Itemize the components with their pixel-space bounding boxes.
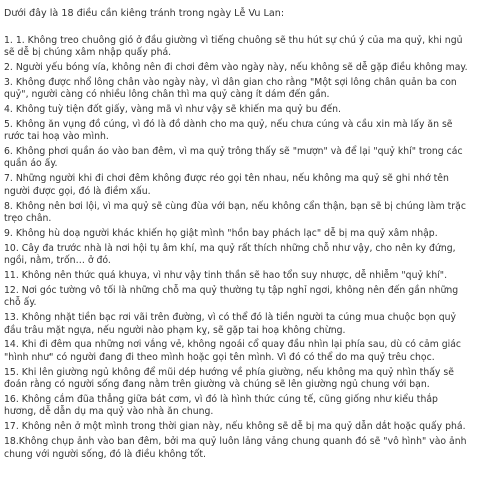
taboo-list xyxy=(4,35,470,462)
list-item: 12. Nơi góc tường vô tối là những chỗ ma quỷ thường tụ tập nghỉ ngơi, không nên đến gần những chỗ ấy. xyxy=(4,284,459,309)
list-item: 3. Không được nhổ lông chân vào ngày này, vì dân gian cho rằng "Một sợi lông chân quản ba con quỷ", người càng có nhiều lông chân thì ma quỷ càng ít dám đến gần. xyxy=(4,76,457,101)
list-item: 8. Không nên bơi lội, vì ma quỷ sẽ cùng đùa với bạn, nếu không cẩn thận, bạn sẽ bị chúng làm trặc trẹo chân. xyxy=(4,200,466,225)
list-item: 6. Không phơi quần áo vào ban đêm, vì ma quỷ trông thấy sẽ "mượn" và để lại "quỷ khí" trong các quần áo ấy. xyxy=(4,145,463,170)
list-item: 14. Khi đi đêm qua những nơi vắng vẻ, không ngoái cổ quay đầu nhìn lại phía sau, dù có cảm giác "hình như" có người đang đi theo mình hoặc gọi tên mình. Vì đó có thể do ma quỷ trêu chọc. xyxy=(4,339,462,363)
document-heading: Dưới đây là 18 điều cần kiêng tránh trong ngày Lễ Vu Lan: xyxy=(4,8,285,19)
list-item: 16. Không cắm đũa thẳng giữa bát cơm, vì đó là hình thức cúng tế, cũng giống như kiểu thắp hương, dễ dẫn dụ ma quỷ vào nhà ăn chung. xyxy=(4,393,438,418)
list-item: 17. Không nên ở một mình trong thời gian này, nếu không sẽ dễ bị ma quỷ dẫn dắt hoặc quấy phá. xyxy=(4,421,466,433)
list-item: 15. Khi lên giường ngủ không để mũi dép hướng về phía giường, nếu không ma quỷ nhìn thấy sẽ đoán rằng có người sống đang nằm trên giường và chúng sẽ lên giường ngủ chung với bạn. xyxy=(4,366,454,391)
list-item: 1. 1. Không treo chuông gió ở đầu giường vì tiếng chuông sẽ thu hút sự chú ý của ma quỷ, khi ngủ sẽ dễ bị chúng xâm nhập quấy phá. xyxy=(4,34,463,58)
list-item: 4. Không tuỳ tiện đốt giấy, vàng mã vì như vậy sẽ khiến ma quỷ bu đến. xyxy=(4,103,341,115)
list-item: 18.Không chụp ảnh vào ban đêm, bởi ma quỷ luôn lảng vảng chung quanh đó sẽ "vô hình" vào ảnh chung với người sống, đó là điều không tốt. xyxy=(4,436,467,460)
list-item: 5. Không ăn vụng đồ cúng, vì đó là đồ dành cho ma quỷ, nếu chưa cúng và cầu xin mà lấy ăn sẽ rước tai hoạ vào mình. xyxy=(4,118,453,143)
list-item: 9. Không hù doạ người khác khiến họ giật mình "hồn bay phách lạc" dễ bị ma quỷ xâm nhập. xyxy=(4,227,438,239)
list-item: 13. Không nhặt tiền bạc rơi vãi trên đường, vì có thể đó là tiền người ta cúng mua chuộc bọn quỷ đầu trâu mặt ngựa, nếu người nào phạm kỵ, sẽ gặp tai hoạ không chừng. xyxy=(4,312,457,336)
list-item: 10. Cây đa trước nhà là nơi hội tụ âm khí, ma quỷ rất thích những chỗ như vậy, cho nên ky đứng, ngồi, nằm, trốn… ở đó. xyxy=(4,242,456,267)
list-item: 11. Không nên thức quá khuya, vì như vậy tinh thần sẽ hao tổn suy nhược, dễ nhiễm "quỷ khí". xyxy=(4,269,448,281)
list-item: 7. Những người khi đi chơi đêm không được réo gọi tên nhau, nếu không ma quỷ sẽ ghi nhớ tên người được gọi, đó là điềm xấu. xyxy=(4,173,449,197)
list-item: 2. Người yếu bóng vía, không nên đi chơi đêm vào ngày này, nếu không sẽ dễ gặp điều không may. xyxy=(4,61,468,73)
